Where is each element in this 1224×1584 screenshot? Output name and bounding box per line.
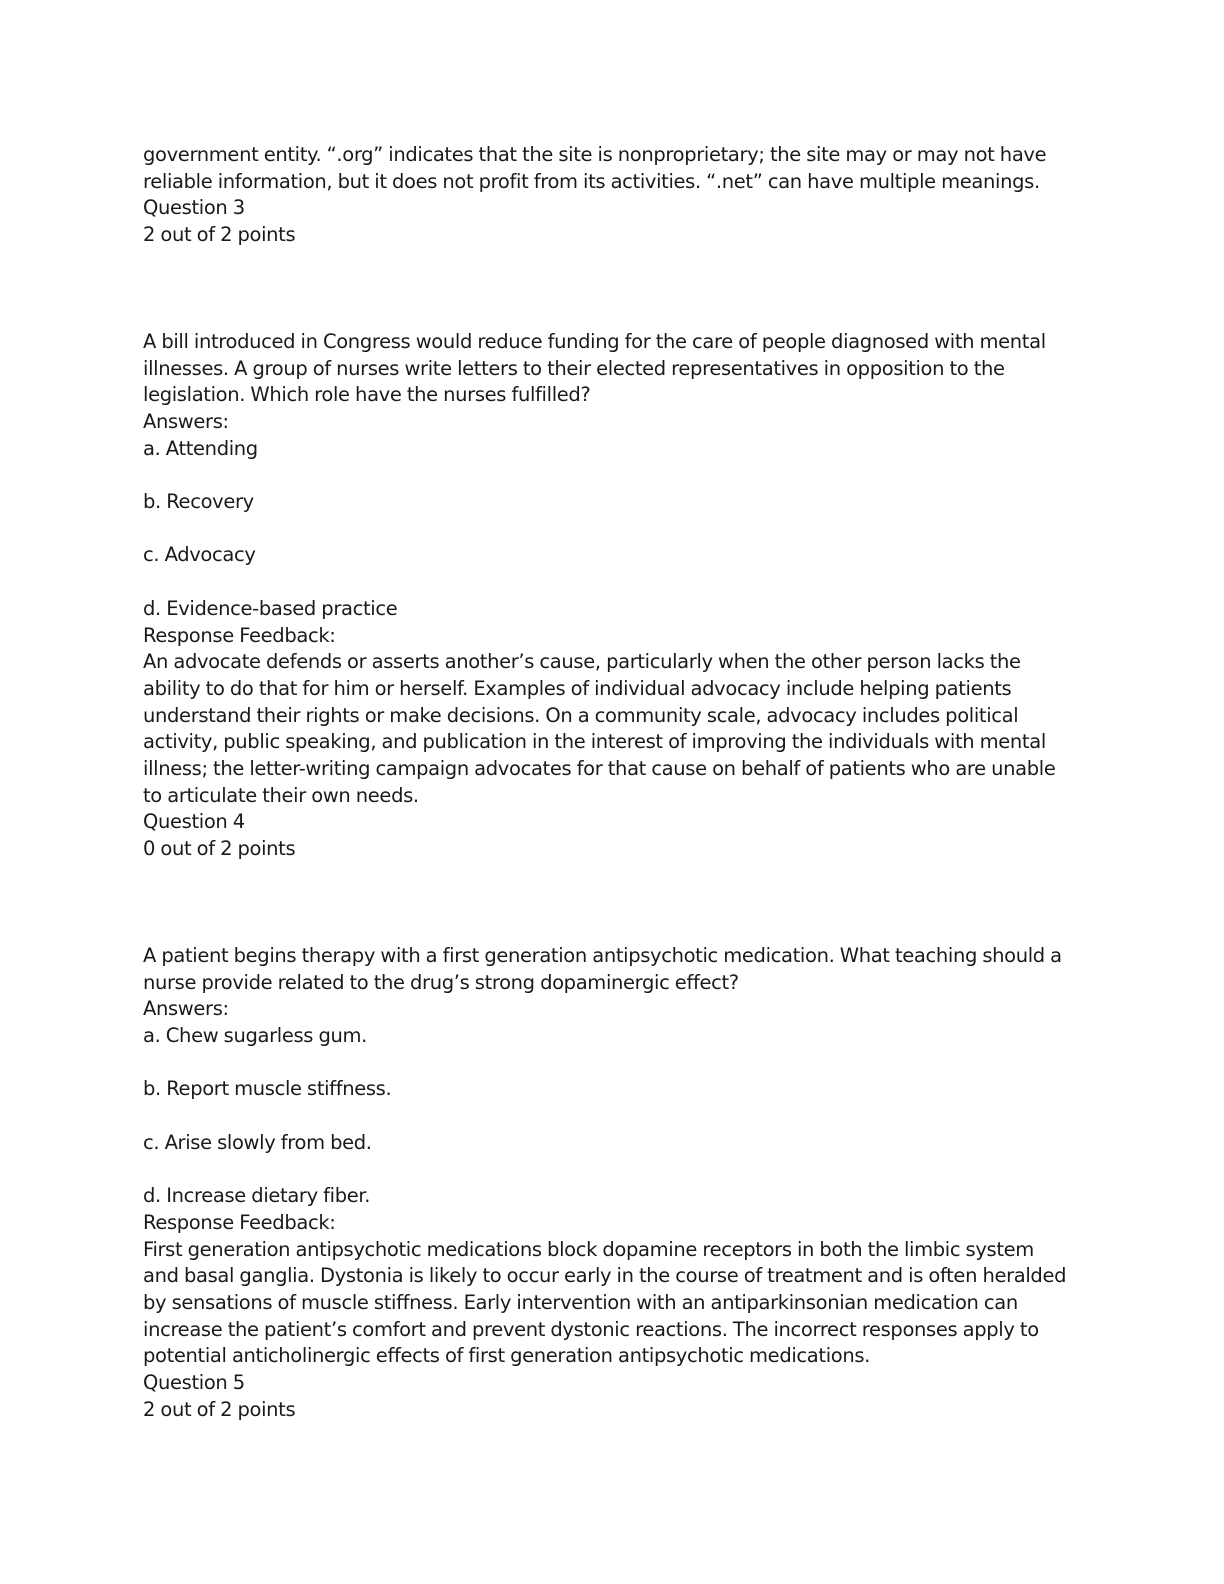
question-3-title: Question 3: [143, 196, 245, 220]
question-5-title: Question 5: [143, 1371, 245, 1395]
question-4-feedback: First generation antipsychotic medications block dopamine receptors in both the limbic system and basal ganglia. Dystonia is likely to occur early in the course of treatment and is often heralded by sensations of muscle stiffness. Early intervention with an antiparkinsonian medication can increase the patient’s comfort and prevent dystonic reactions. The incorrect responses apply to potential anticholinergic effects of first generation antipsychotic medications.: [143, 1237, 1067, 1368]
question-3-answer-b: b. Recovery: [143, 490, 254, 514]
intro-paragraph: government entity. “.org” indicates that the site is nonproprietary; the site may or may not have reliable information, but it does not profit from its activities. “.net” can have multiple meanings.: [143, 143, 1047, 193]
question-4-answer-b: b. Report muscle stiffness.: [143, 1077, 392, 1101]
question-3-feedback-label: Response Feedback:: [143, 623, 336, 647]
question-3-feedback: An advocate defends or asserts another’s cause, particularly when the other person lacks the ability to do that for him or herself. Examples of individual advocacy include helping patients understand their rights or make decisions. On a community scale, advocacy includes political activity, public speaking, and publication in the interest of improving the individuals with mental illness; the letter-writing campaign advocates for that cause on behalf of patients who are unable to articulate their own needs.: [143, 650, 1056, 807]
question-3-points: 2 out of 2 points: [143, 223, 296, 247]
question-4-title: Question 4: [143, 810, 245, 834]
question-4-answer-a: a. Chew sugarless gum.: [143, 1023, 367, 1047]
question-4-feedback-label: Response Feedback:: [143, 1210, 336, 1234]
question-4-points: 0 out of 2 points: [143, 837, 296, 861]
question-4-prompt: A patient begins therapy with a first generation antipsychotic medication. What teaching should a nurse provide related to the drug’s strong dopaminergic effect?: [143, 943, 1062, 994]
question-3-prompt: A bill introduced in Congress would reduce funding for the care of people diagnosed with mental illnesses. A group of nurses write letters to their elected representatives in opposition to the legislation. Which role have the nurses fulfilled?: [143, 329, 1046, 407]
question-5-points: 2 out of 2 points: [143, 1397, 296, 1421]
document-page: [143, 142, 1073, 1423]
question-3-answers-label: Answers:: [143, 409, 229, 433]
question-3-answer-d: d. Evidence-based practice: [143, 596, 398, 620]
question-3-answer-c: c. Advocacy: [143, 543, 256, 567]
question-3-answer-a: a. Attending: [143, 436, 258, 460]
question-4-answer-d: d. Increase dietary fiber.: [143, 1184, 371, 1208]
question-4-answer-c: c. Arise slowly from bed.: [143, 1130, 372, 1154]
question-4-answers-label: Answers:: [143, 997, 229, 1021]
